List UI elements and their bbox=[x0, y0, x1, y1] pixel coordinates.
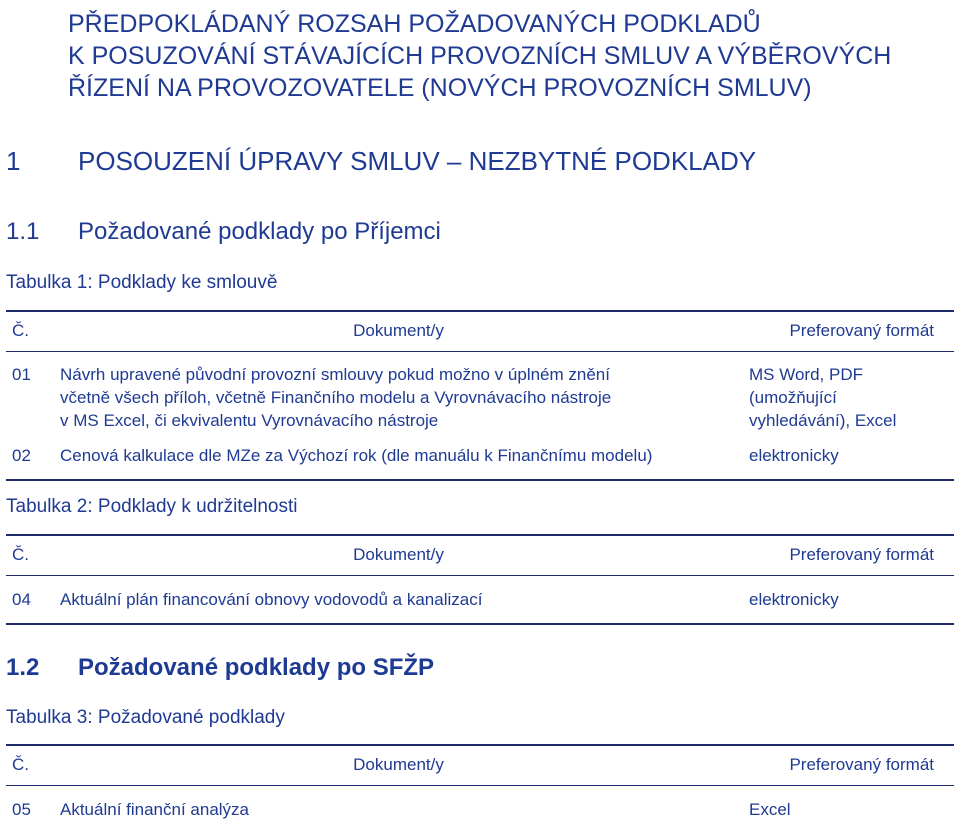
table-caption: Tabulka 2: Podklady k udržitelnosti bbox=[6, 496, 298, 517]
column-header-number: Č. bbox=[12, 545, 29, 565]
table-header-row bbox=[6, 745, 954, 785]
section-number: 1.1 bbox=[6, 218, 40, 245]
row-format bbox=[737, 575, 954, 624]
section-heading-1 bbox=[6, 146, 756, 177]
document-line: v MS Excel, či ekvivalentu Vyrovnávacího nástroje bbox=[60, 410, 439, 430]
table-documents-sustainability bbox=[6, 534, 954, 625]
row-format bbox=[737, 432, 954, 480]
table-caption: Tabulka 3: Požadované podklady bbox=[6, 707, 285, 728]
document-line: Aktuální finanční analýza bbox=[60, 799, 250, 819]
row-document bbox=[54, 575, 737, 624]
section-title: Požadované podklady po Příjemci bbox=[78, 218, 441, 245]
format-line: elektronicky bbox=[749, 445, 839, 465]
table-documents-contract bbox=[6, 310, 954, 481]
row-number: 02 bbox=[12, 445, 31, 465]
section-heading-1-1 bbox=[6, 218, 441, 246]
row-number: 04 bbox=[12, 589, 31, 609]
section-title: Požadované podklady po SFŽP bbox=[78, 654, 435, 681]
column-header-document: Dokument/y bbox=[353, 321, 444, 341]
row-format bbox=[737, 351, 954, 432]
format-line: vyhledávání), Excel bbox=[749, 410, 897, 430]
format-line: elektronicky bbox=[749, 589, 839, 609]
row-document bbox=[54, 785, 737, 831]
table-row bbox=[6, 432, 954, 480]
document-line: Cenová kalkulace dle MZe za Výchozí rok (dle manuálu k Finančnímu modelu) bbox=[60, 445, 653, 465]
format-line: Excel bbox=[749, 799, 791, 819]
section-title: POSOUZENÍ ÚPRAVY SMLUV – NEZBYTNÉ PODKLADY bbox=[78, 146, 757, 176]
column-header-format: Preferovaný formát bbox=[789, 545, 934, 565]
format-line: MS Word, PDF bbox=[749, 364, 863, 384]
document-line: Návrh upravené původní provozní smlouvy pokud možno v úplném znění bbox=[60, 364, 610, 384]
row-format bbox=[737, 785, 954, 831]
table-header-row bbox=[6, 311, 954, 351]
column-header-format: Preferovaný formát bbox=[789, 755, 934, 775]
format-line: (umožňující bbox=[749, 387, 837, 407]
row-number: 01 bbox=[12, 364, 31, 384]
document-line: včetně všech příloh, včetně Finančního modelu a Vyrovnávacího nástroje bbox=[60, 387, 612, 407]
table-documents-sfzp bbox=[6, 744, 954, 831]
table-header-row bbox=[6, 535, 954, 575]
section-heading-1-2 bbox=[6, 654, 434, 682]
column-header-number: Č. bbox=[12, 321, 29, 341]
column-header-number: Č. bbox=[12, 755, 29, 775]
document-line: Aktuální plán financování obnovy vodovodů a kanalizací bbox=[60, 589, 483, 609]
row-document bbox=[54, 432, 737, 480]
table-row bbox=[6, 785, 954, 831]
row-number: 05 bbox=[12, 799, 31, 819]
section-number: 1.2 bbox=[6, 654, 40, 681]
title-line: K POSUZOVÁNÍ STÁVAJÍCÍCH PROVOZNÍCH SMLUV A VÝBĚROVÝCH bbox=[68, 42, 892, 70]
column-header-document: Dokument/y bbox=[353, 755, 444, 775]
table-row bbox=[6, 351, 954, 432]
title-line: ŘÍZENÍ NA PROVOZOVATELE (NOVÝCH PROVOZNÍCH SMLUV) bbox=[68, 74, 812, 102]
section-number: 1 bbox=[6, 146, 21, 176]
title-line: PŘEDPOKLÁDANÝ ROZSAH POŽADOVANÝCH PODKLADŮ bbox=[68, 10, 761, 38]
table-row bbox=[6, 575, 954, 624]
column-header-format: Preferovaný formát bbox=[789, 321, 934, 341]
row-document bbox=[54, 351, 737, 432]
table-caption: Tabulka 1: Podklady ke smlouvě bbox=[6, 272, 278, 293]
document-title bbox=[68, 8, 948, 104]
column-header-document: Dokument/y bbox=[353, 545, 444, 565]
